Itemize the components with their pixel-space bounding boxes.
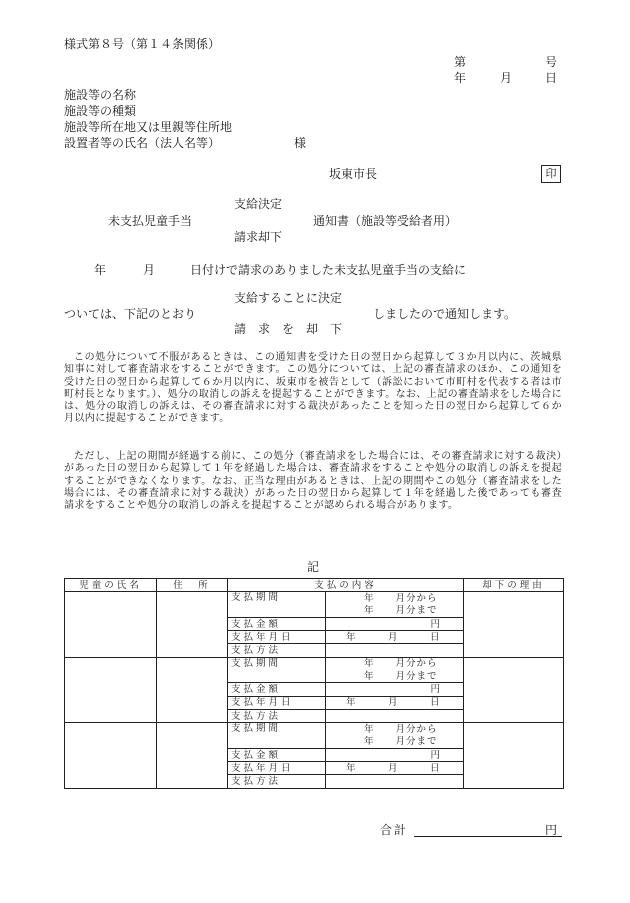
rejection-reason-cell [464,657,564,722]
address-cell [157,657,228,722]
option-reject: 請 求 を 却 下 [234,322,343,336]
body-month: 月 [143,263,156,277]
date-year: 年 [454,71,467,85]
table-row [65,723,564,736]
founder-name-label: 設置者等の氏名（法人名等） [64,136,221,150]
value-method [326,709,464,722]
label-date: 支払年月日 [228,696,326,709]
label-period: 支払期間 [228,723,326,749]
title-rejection: 請求却下 [234,230,283,244]
value-ymd: 年 月 日 [326,631,464,644]
value-method [326,644,464,657]
label-date: 支払年月日 [228,762,326,775]
title-notice: 通知書（施設等受給者用） [313,214,458,228]
value-method [326,775,464,788]
title-subject: 未支払児童手当 [108,214,193,228]
rejection-reason-cell [464,592,564,657]
notice-paragraph-1: この処分について不服があるときは、この通知書を受けた日の翌日から起算して３か月以内に、茨城県知事に対して審査請求をすることができます。この処分については、上記の審査請求のほか、この通知を受けた日の翌日から起算して６か月以内に、坂東市を被告として（訴訟において市町村を代表する者は市町村長となります。）、処分の取消しの訴えを提起することができます。なお、上記の審査請求をした場合には、処分の取消しの訴えは、その審査請求に対する裁決があったことを知った日の翌日から起算して６か月以内に提起することができます。 [64,352,562,425]
label-method: 支払方法 [228,644,326,657]
rejection-reason-cell [464,723,564,788]
value-ymd: 年 月 日 [326,696,464,709]
label-method: 支払方法 [228,775,326,788]
value-period-from: 年 月分から [326,657,464,670]
child-name-cell [65,592,157,657]
label-period: 支払期間 [228,657,326,683]
option-grant: 支給することに決定 [234,291,343,305]
address-cell [157,723,228,788]
table-row [65,592,564,605]
label-date: 支払年月日 [228,631,326,644]
body-line2-right: しましたので通知します。 [373,307,517,321]
title-decision: 支給決定 [234,197,283,211]
body-line1: 日付けで請求のありました未支払児童手当の支給に [190,263,467,277]
value-period-to: 年 月分まで [326,605,464,618]
total-label: 合計 [380,823,409,837]
child-name-cell [65,657,157,722]
label-amount: 支払金額 [228,617,326,630]
header-rejection-reason: 却下の理由 [464,579,564,592]
total-amount-line [414,836,562,837]
facility-type-label: 施設等の種類 [64,104,137,118]
notice-paragraph-2: ただし、上記の期間が経過する前に、この処分（審査請求をした場合には、その審査請求に対する裁決）があった日の翌日から起算して１年を経過した場合は、審査請求をすることや処分の取消しの訴えを提起することができなくなります。なお、正当な理由があるときは、上記の期間やこの処分（審査請求をした場合には、その審査請求に対する裁決）があった日の翌日から起算して１年を経過した後であっても審査請求をすることや処分の取消しの訴えを提起することが認められる場合があります。 [64,451,562,512]
value-ymd: 年 月 日 [326,762,464,775]
table-row [65,657,564,670]
header-payment-details: 支払の内容 [228,579,464,592]
header-child-name: 児童の氏名 [65,579,157,592]
facility-name-label: 施設等の名称 [64,88,137,102]
doc-number-go: 号 [545,55,558,69]
value-yen: 円 [326,683,464,696]
child-name-cell [65,723,157,788]
value-period-from: 年 月分から [326,723,464,736]
label-period: 支払期間 [228,592,326,618]
label-amount: 支払金額 [228,748,326,761]
value-yen: 円 [326,617,464,630]
value-period-from: 年 月分から [326,592,464,605]
address-cell [157,592,228,657]
total-unit: 円 [545,823,558,837]
payment-table [64,578,564,789]
value-yen: 円 [326,748,464,761]
date-day: 日 [545,71,558,85]
form-number: 様式第８号（第１４条関係） [64,37,221,51]
label-method: 支払方法 [228,709,326,722]
value-period-to: 年 月分まで [326,670,464,683]
label-amount: 支払金額 [228,683,326,696]
table-header-row [65,579,564,592]
ki-heading: 記 [307,560,320,574]
header-address: 住 所 [157,579,228,592]
body-line2-left: ついては、下記のとおり [64,307,197,321]
facility-address-label: 施設等所在地又は里親等住所地 [64,120,233,134]
honorific: 様 [294,136,307,150]
seal-mark: 印 [541,165,561,183]
date-month: 月 [500,71,513,85]
value-period-to: 年 月分まで [326,736,464,749]
issuer-name: 坂東市長 [329,167,378,181]
body-year: 年 [94,263,107,277]
doc-number-dai: 第 [454,55,467,69]
